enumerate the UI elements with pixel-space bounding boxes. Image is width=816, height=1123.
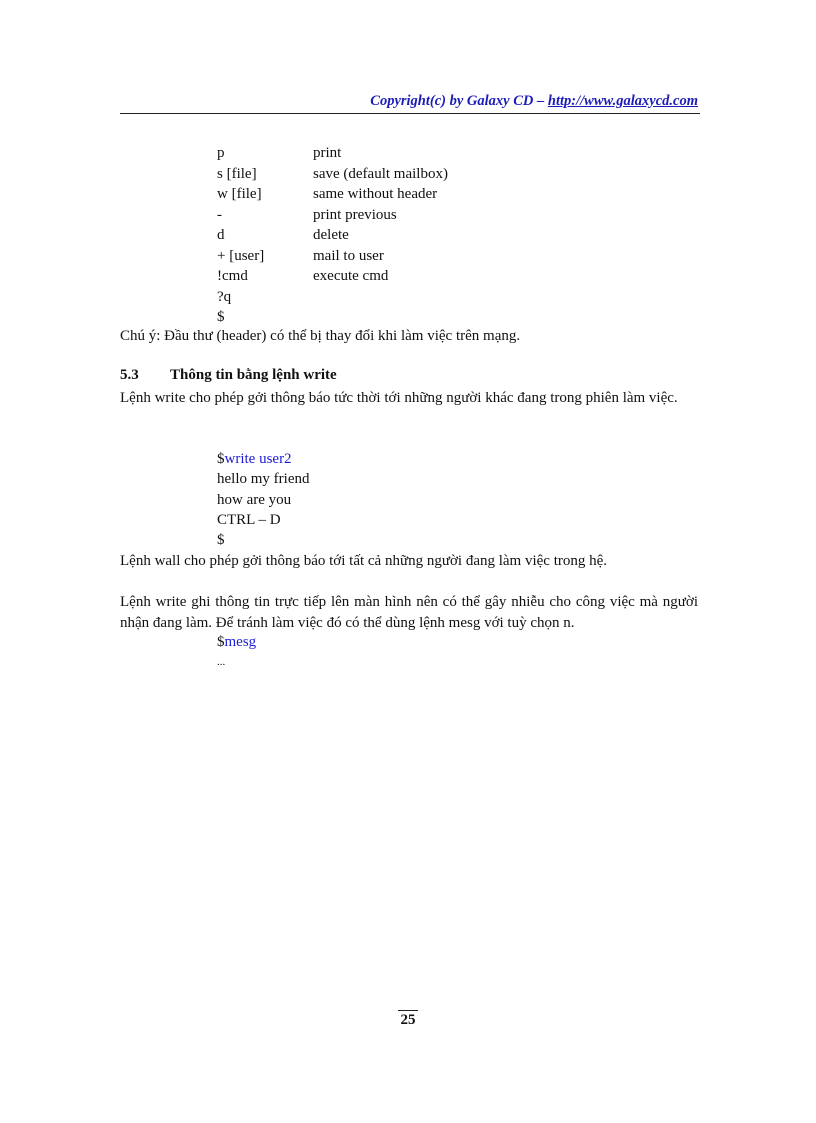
section-number: 5.3 (120, 367, 139, 383)
code-line: hello my friend (217, 471, 310, 488)
header-copyright: Copyright(c) by Galaxy CD – (370, 93, 548, 109)
command-description: mail to user (313, 247, 384, 264)
mesg-command: mesg (224, 634, 257, 650)
table-row (217, 246, 448, 267)
prompt-symbol: $ (217, 451, 225, 467)
table-row (217, 164, 448, 185)
section-heading (120, 367, 337, 384)
page-header (120, 93, 698, 110)
command-description: delete (313, 227, 349, 243)
command-key: ?q (217, 288, 232, 305)
ellipsis: ... (217, 656, 226, 669)
mail-command-table (217, 143, 448, 328)
command-description: execute cmd (313, 268, 389, 284)
code-line: how are you (217, 491, 292, 508)
table-row (217, 225, 448, 246)
command-key: $ (217, 309, 225, 325)
section-title: Thông tin bằng lệnh write (170, 367, 337, 383)
command-description: same without header (313, 186, 438, 202)
prompt-symbol: $ (217, 634, 225, 650)
header-divider (120, 113, 700, 114)
intro-paragraph: Lệnh write cho phép gởi thông báo tức thời tới những người khác đang trong phiên làm việc. (120, 390, 678, 406)
table-row (217, 287, 448, 308)
table-row (217, 266, 448, 287)
table-row (217, 184, 448, 205)
mesg-paragraph: Lệnh write ghi thông tin trực tiếp lên màn hình nên có thể gây nhiễu cho công việc mà người nhận đang làm. Để tránh làm việc đó có thể dùng lệnh mesg với tuỳ chọn n. (120, 594, 698, 631)
code-line: CTRL – D (217, 511, 281, 528)
command-key: - (217, 206, 222, 223)
command-key: + [user] (217, 247, 265, 264)
table-row (217, 307, 448, 328)
command-key: w [file] (217, 186, 262, 202)
write-example (217, 449, 309, 550)
command-key: p (217, 145, 225, 161)
code-line (217, 632, 256, 652)
page-number: 25 (398, 1010, 418, 1029)
note-paragraph: Chú ý: Đầu thư (header) có thể bị thay đổi khi làm việc trên mạng. (120, 328, 521, 344)
command-description: print previous (313, 206, 397, 223)
command-key: s [file] (217, 165, 257, 182)
code-line (217, 449, 309, 469)
command-key: !cmd (217, 268, 248, 284)
write-command: write user2 (224, 451, 292, 467)
table-row (217, 205, 448, 226)
table-row (217, 143, 448, 164)
command-description: save (default mailbox) (313, 165, 448, 182)
command-description: print (313, 145, 342, 161)
header-link[interactable]: http://www.galaxycd.com (547, 93, 698, 109)
mesg-example (217, 632, 256, 673)
wall-paragraph: Lệnh wall cho phép gởi thông báo tới tất cả những người đang làm việc trong hệ. (120, 553, 608, 569)
code-line: $ (217, 532, 225, 549)
command-key: d (217, 227, 225, 243)
